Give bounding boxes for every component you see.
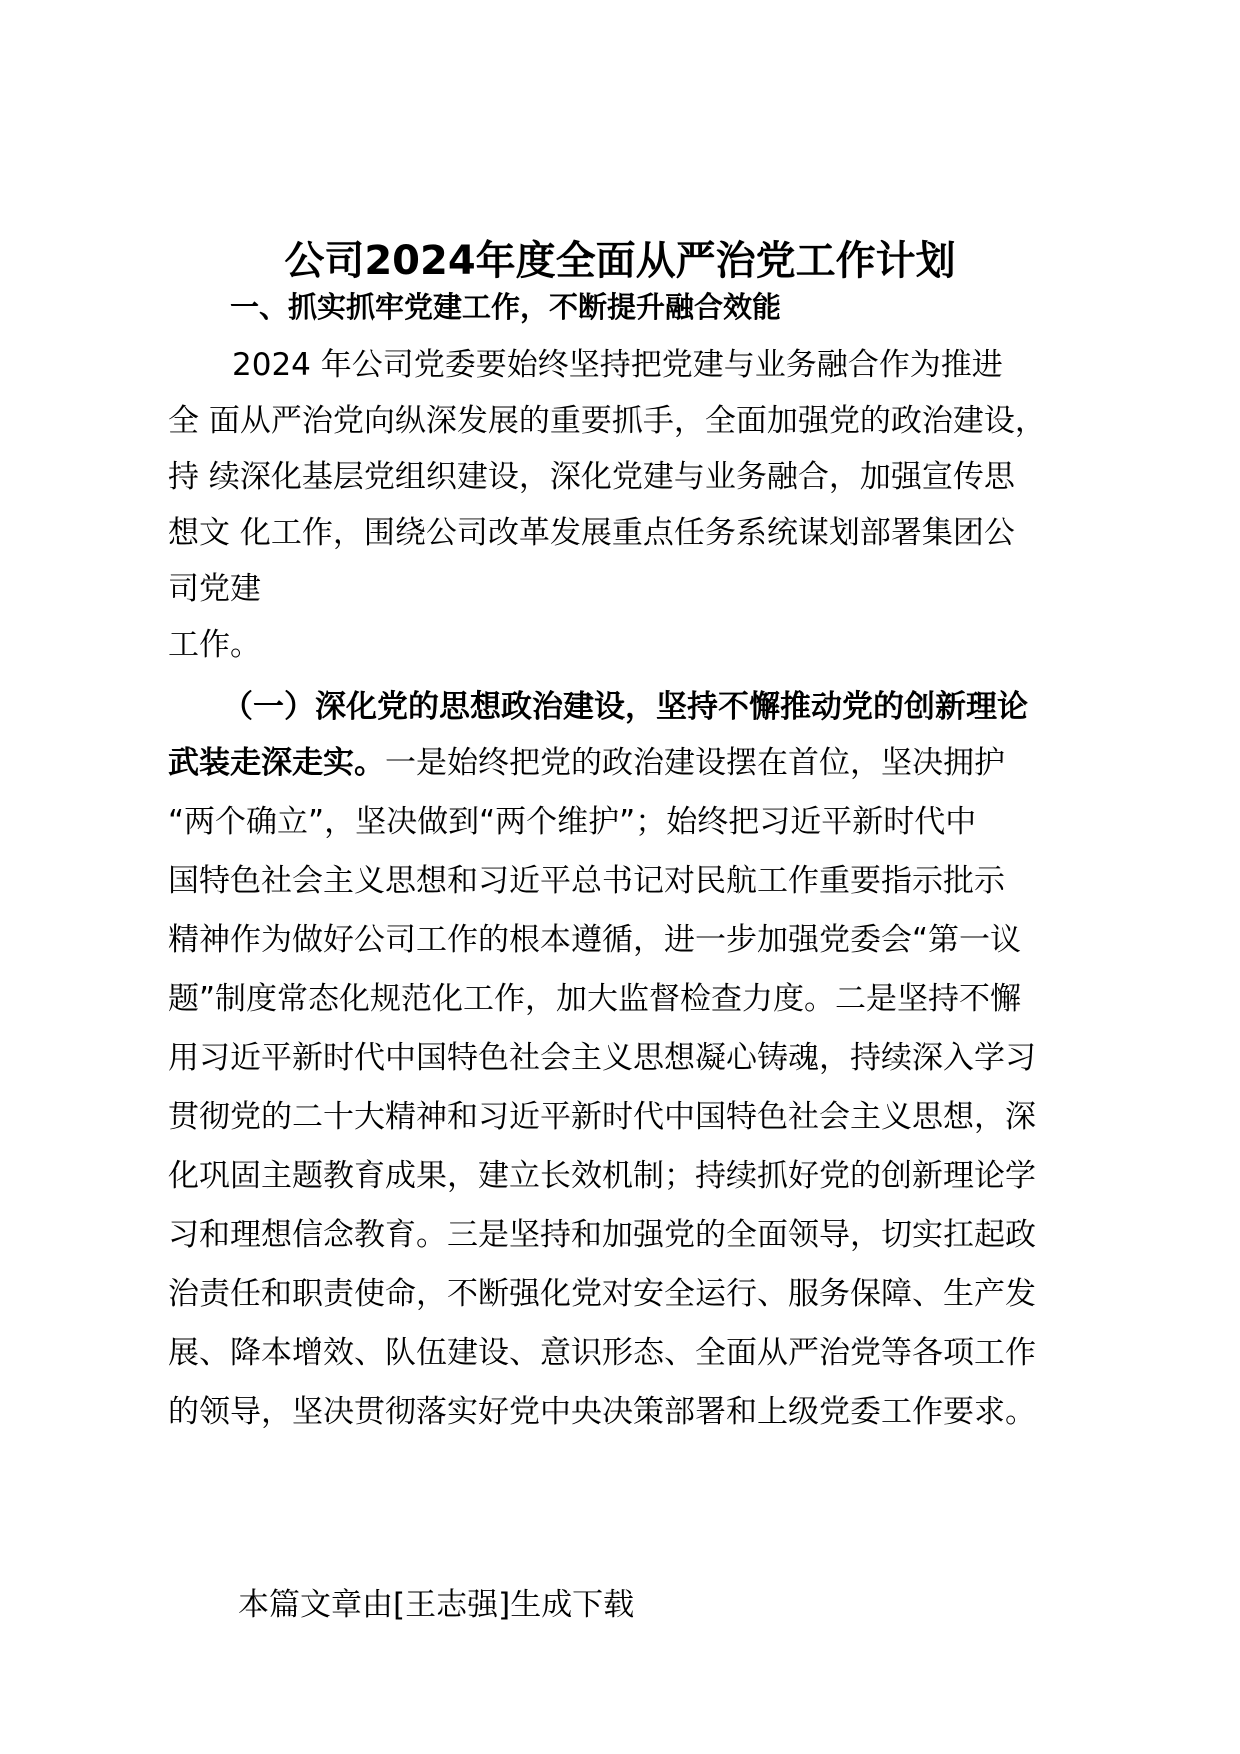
footer-note: 本篇文章由[王志强]生成下载 — [238, 1587, 635, 1623]
body-line: 展、降本增效、队伍建设、意识形态、全面从严治党等各项工作 — [168, 1335, 1036, 1371]
subsection-heading: （一）深化党的思想政治建设，坚持不懈推动党的创新理论 — [222, 689, 1028, 725]
intro-line: 司党建 — [168, 571, 261, 607]
section-heading: 一、抓实抓牢党建工作，不断提升融合效能 — [230, 290, 782, 324]
body-line: “两个确立”，坚决做到“两个维护”；始终把习近平新时代中 — [168, 804, 977, 840]
body-line: 治责任和职责使命，不断强化党对安全运行、服务保障、生产发 — [168, 1276, 1036, 1312]
subsection-heading-tail: 武装走深走实。 — [168, 745, 385, 781]
intro-line: 工作。 — [168, 627, 261, 663]
intro-line: 全 面从严治党向纵深发展的重要抓手，全面加强党的政治建设， — [168, 403, 1046, 439]
body-line: 国特色社会主义思想和习近平总书记对民航工作重要指示批示 — [168, 863, 1005, 899]
body-line: 题”制度常态化规范化工作，加大监督检查力度。二是坚持不懈 — [168, 981, 1022, 1017]
body-line-first — [168, 741, 1005, 785]
body-line: 贯彻党的二十大精神和习近平新时代中国特色社会主义思想，深 — [168, 1099, 1036, 1135]
body-line: 化巩固主题教育成果，建立长效机制；持续抓好党的创新理论学 — [168, 1158, 1036, 1194]
body-line: 的领导，坚决贯彻落实好党中央决策部署和上级党委工作要求。 — [168, 1394, 1036, 1430]
intro-line: 想文 化工作，围绕公司改革发展重点任务系统谋划部署集团公 — [168, 515, 1015, 551]
intro-line: 2024 年公司党委要始终坚持把党建与业务融合作为推进 — [232, 347, 1003, 383]
body-line: 习和理想信念教育。三是坚持和加强党的全面领导，切实扛起政 — [168, 1217, 1036, 1253]
document-title: 公司2024年度全面从严治党工作计划 — [284, 238, 956, 284]
body-text: 一是始终把党的政治建设摆在首位，坚决拥护 — [385, 745, 1005, 781]
body-line: 精神作为做好公司工作的根本遵循，进一步加强党委会“第一议 — [168, 922, 1022, 958]
intro-line: 持 续深化基层党组织建设，深化党建与业务融合，加强宣传思 — [168, 459, 1015, 495]
body-line: 用习近平新时代中国特色社会主义思想凝心铸魂，持续深入学习 — [168, 1040, 1036, 1076]
